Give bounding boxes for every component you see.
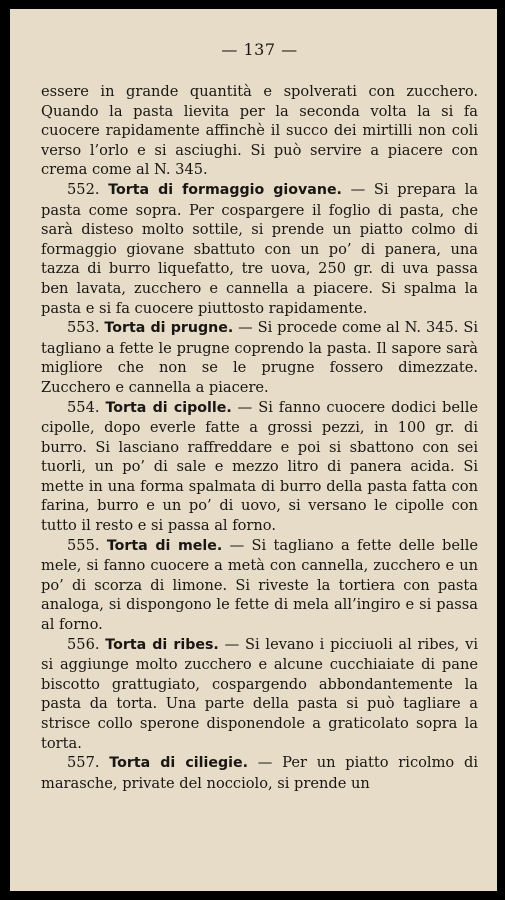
recipe-title: Torta di ciliegie. [109,755,249,772]
recipe-title: Torta di cipolle. [105,399,232,416]
recipe-554 [41,398,478,536]
recipe-number: 556. [67,635,100,653]
recipe-text: — Per un piatto ricolmo di marasche, private del nocciolo, si prende un [41,754,478,792]
recipe-555 [41,536,478,635]
recipe-text: — Si tagliano a fette delle belle mele, si fanno cuocere a metà con cannella, zucchero e un po’ di scorza di limone. Si riveste la tortiera con pasta analoga, si dispongono le fette di mela all’ingiro e si passa al forno. [41,536,478,634]
recipe-number: 552. [67,180,100,198]
intro-paragraph: essere in grande quantità e spolverati con zucchero. Quando la pasta lievita per la seconda volta la si fa cuocere rapidamente affinchè il succo dei mirtilli non coli verso l’orlo e si asciughi. Si può servire a piacere con crema come al N. 345. [41,83,478,179]
recipe-title: Torta di prugne. [104,320,234,337]
recipe-553 [41,318,478,397]
page-body [41,82,478,793]
book-page [10,9,497,891]
recipe-552 [41,180,478,318]
recipe-number: 557. [67,754,100,772]
recipe-title: Torta di formaggio giovane. [108,181,342,198]
recipe-number: 555. [67,536,100,554]
recipe-title: Torta di ribes. [105,636,219,653]
recipe-number: 553. [67,319,100,337]
recipe-text: — Si procede come al N. 345. Si tagliano a fette le prugne coprendo la pasta. Il sapore sarà migliore che non se le prugne fossero dimezzate. Zucchero e cannella a piacere. [41,319,479,396]
recipe-557 [41,753,478,793]
recipe-number: 554. [67,398,100,416]
recipe-text: — Si levano i picciuoli al ribes, vi si aggiunge molto zucchero e alcune cucchiaiate di pane biscotto grattugiato, cospargendo abbondantemente la pasta da torta. Una parte della pasta si può tagliare a strisce collo sperone disponendole a graticolato sopra la torta. [41,635,478,752]
recipe-text: — Si fanno cuocere dodici belle cipolle, dopo everle fatte a grossi pezzi, in 100 gr. di burro. Si lasciano raffreddare e poi si sbattono con sei tuorli, un po’ di sale e mezzo litro di panera acida. Si mette in una forma spalmata di burro della pasta fatta con farina, burro e un po’ di uovo, si versano le cipolle con tutto il resto e si passa al forno. [41,398,478,535]
page-number: — 137 — [221,40,298,59]
recipe-text: — Si prepara la pasta come sopra. Per cospargere il foglio di pasta, che sarà disteso molto sottile, si prende un piatto colmo di formaggio giovane sbattuto con un po’ di panera, una tazza di burro liquefatto, tre uova, 250 gr. di uva passa ben lavata, zucchero e cannella a piacere. Si spalma la pasta e si fa cuocere piuttosto rapidamente. [41,180,478,317]
recipe-title: Torta di mele. [106,537,223,554]
recipe-556 [41,635,478,754]
